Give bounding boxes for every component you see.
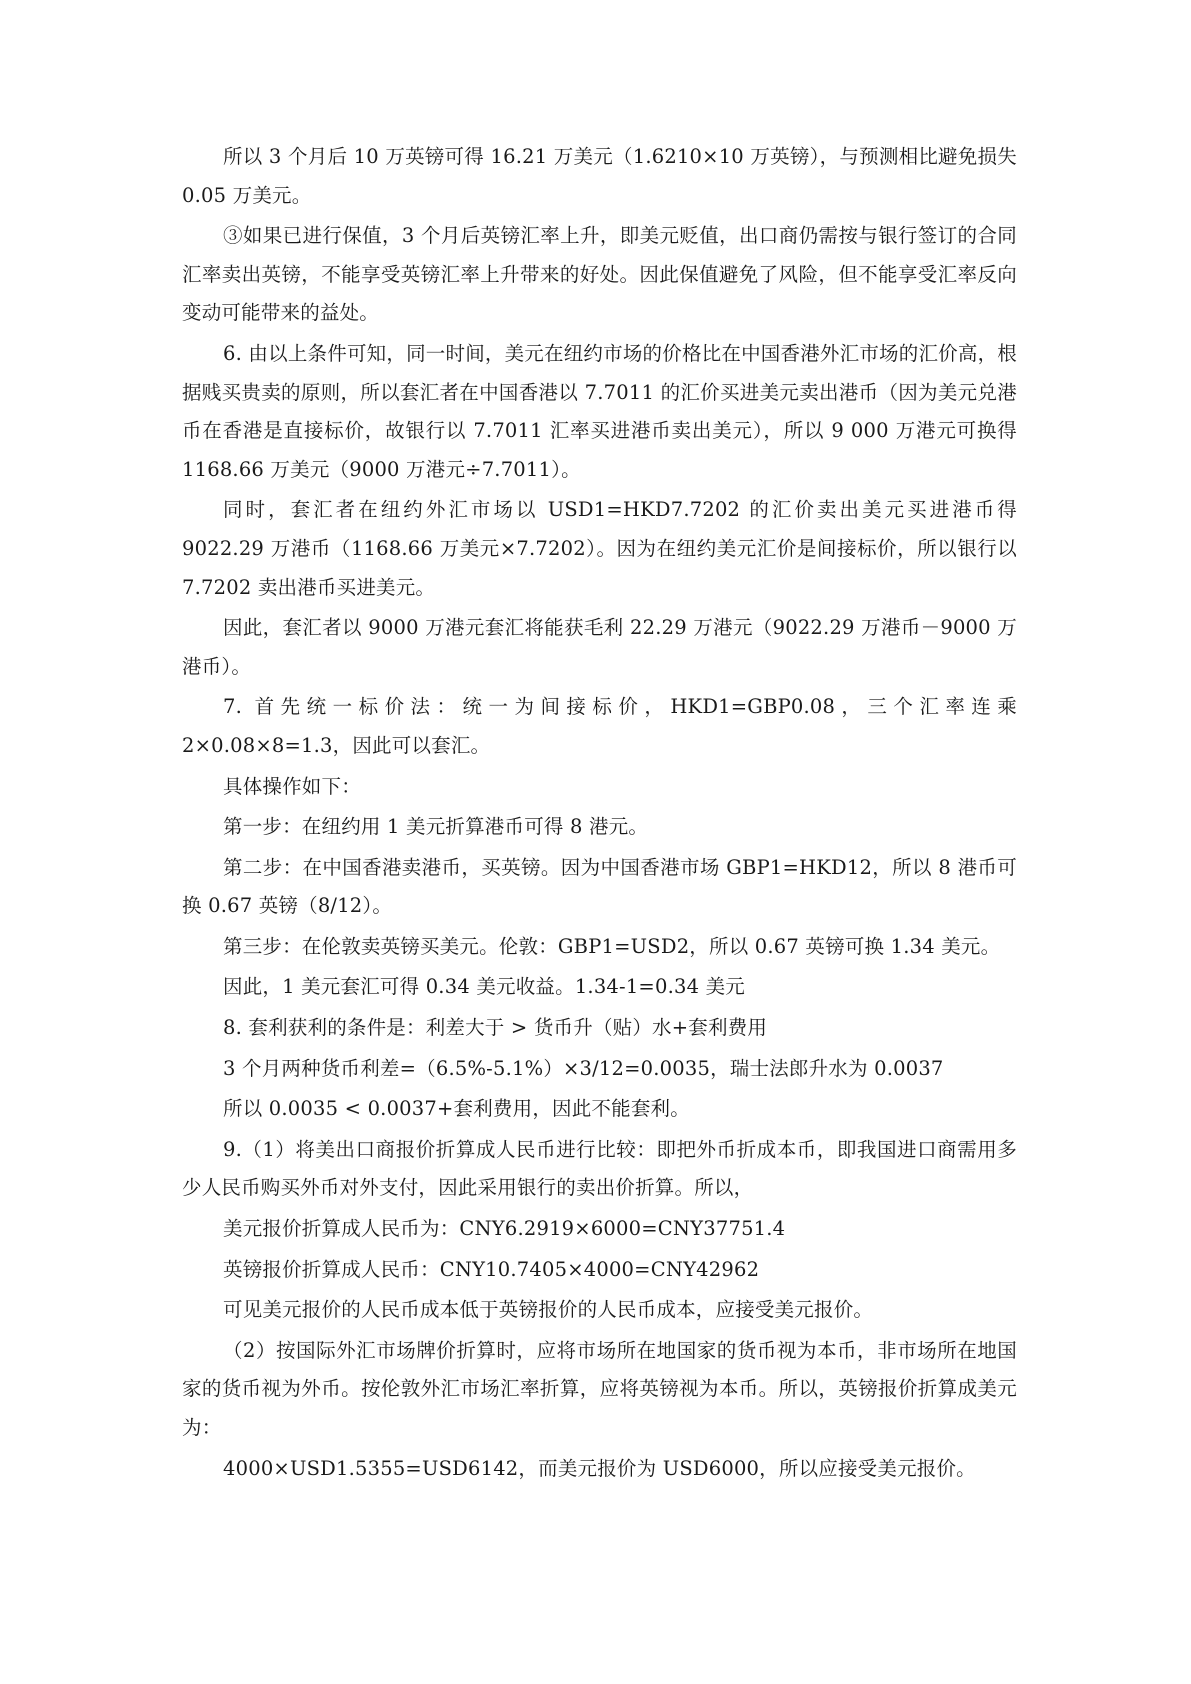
paragraph: ③如果已进行保值，3 个月后英镑汇率上升，即美元贬值，出口商仍需按与银行签订的合同汇率卖出英镑，不能享受英镑汇率上升带来的好处。因此保值避免了风险，但不能享受汇率反向变动可能带来的益处。 — [182, 224, 1017, 325]
paragraph: 6. 由以上条件可知，同一时间，美元在纽约市场的价格比在中国香港外汇市场的汇价高，根据贱买贵卖的原则，所以套汇者在中国香港以 7.7011 的汇价买进美元卖出港币（因为美元兑港币在香港是直接标价，故银行以 7.7011 汇率买进港币卖出美元），所以 9 000 万港元可换得 1168.66 万美元（9000 万港元÷7.7011）。 — [182, 341, 1017, 481]
paragraph: 因此，套汇者以 9000 万港元套汇将能获毛利 22.29 万港元（9022.29 万港币－9000 万港币）。 — [182, 616, 1017, 678]
paragraph: 3 个月两种货币利差=（6.5%-5.1%）×3/12=0.0035，瑞士法郎升水为 0.0037 — [223, 1056, 944, 1080]
paragraph: 第三步：在伦敦卖英镑买美元。伦敦：GBP1=USD2，所以 0.67 英镑可换 1.34 美元。 — [223, 934, 1001, 958]
paragraph: 8. 套利获利的条件是：利差大于 > 货币升（贴）水+套利费用 — [223, 1016, 768, 1040]
paragraph: 第二步：在中国香港卖港币，买英镑。因为中国香港市场 GBP1=HKD12，所以 8 港币可换 0.67 英镑（8/12）。 — [182, 855, 1017, 918]
paragraph: 因此，1 美元套汇可得 0.34 美元收益。1.34-1=0.34 美元 — [223, 975, 745, 999]
paragraph: 第一步：在纽约用 1 美元折算港币可得 8 港元。 — [223, 815, 649, 839]
paragraph: 美元报价折算成人民币为：CNY6.2919×6000=CNY37751.4 — [223, 1217, 786, 1241]
paragraph: 4000×USD1.5355=USD6142，而美元报价为 USD6000，所以应接受美元报价。 — [223, 1456, 976, 1480]
paragraph: 7. 首先统一标价法：统一为间接标价，HKD1=GBP0.08，三个汇率连乘 2×0.08×8=1.3，因此可以套汇。 — [182, 695, 1017, 757]
paragraph: 具体操作如下： — [223, 774, 361, 798]
paragraph: （2）按国际外汇市场牌价折算时，应将市场所在地国家的货币视为本币，非市场所在地国家的货币视为外币。按伦敦外汇市场汇率折算，应将英镑视为本币。所以，英镑报价折算成美元为： — [182, 1338, 1017, 1439]
paragraph: 所以 0.0035 < 0.0037+套利费用，因此不能套利。 — [223, 1097, 690, 1121]
paragraph: 所以 3 个月后 10 万英镑可得 16.21 万美元（1.6210×10 万英镑），与预测相比避免损失 0.05 万美元。 — [182, 145, 1017, 207]
paragraph: 可见美元报价的人民币成本低于英镑报价的人民币成本，应接受美元报价。 — [223, 1298, 874, 1322]
document-page — [182, 138, 1017, 1490]
paragraph: 英镑报价折算成人民币：CNY10.7405×4000=CNY42962 — [223, 1257, 760, 1281]
paragraph: 同时，套汇者在纽约外汇市场以 USD1=HKD7.7202 的汇价卖出美元买进港币得 9022.29 万港币（1168.66 万美元×7.7202）。因为在纽约美元汇价是间接标价，所以银行以 7.7202 卖出港币买进美元。 — [182, 498, 1017, 599]
paragraph: 9.（1）将美出口商报价折算成人民币进行比较：即把外币折成本币，即我国进口商需用多少人民币购买外币对外支付，因此采用银行的卖出价折算。所以， — [182, 1137, 1017, 1200]
